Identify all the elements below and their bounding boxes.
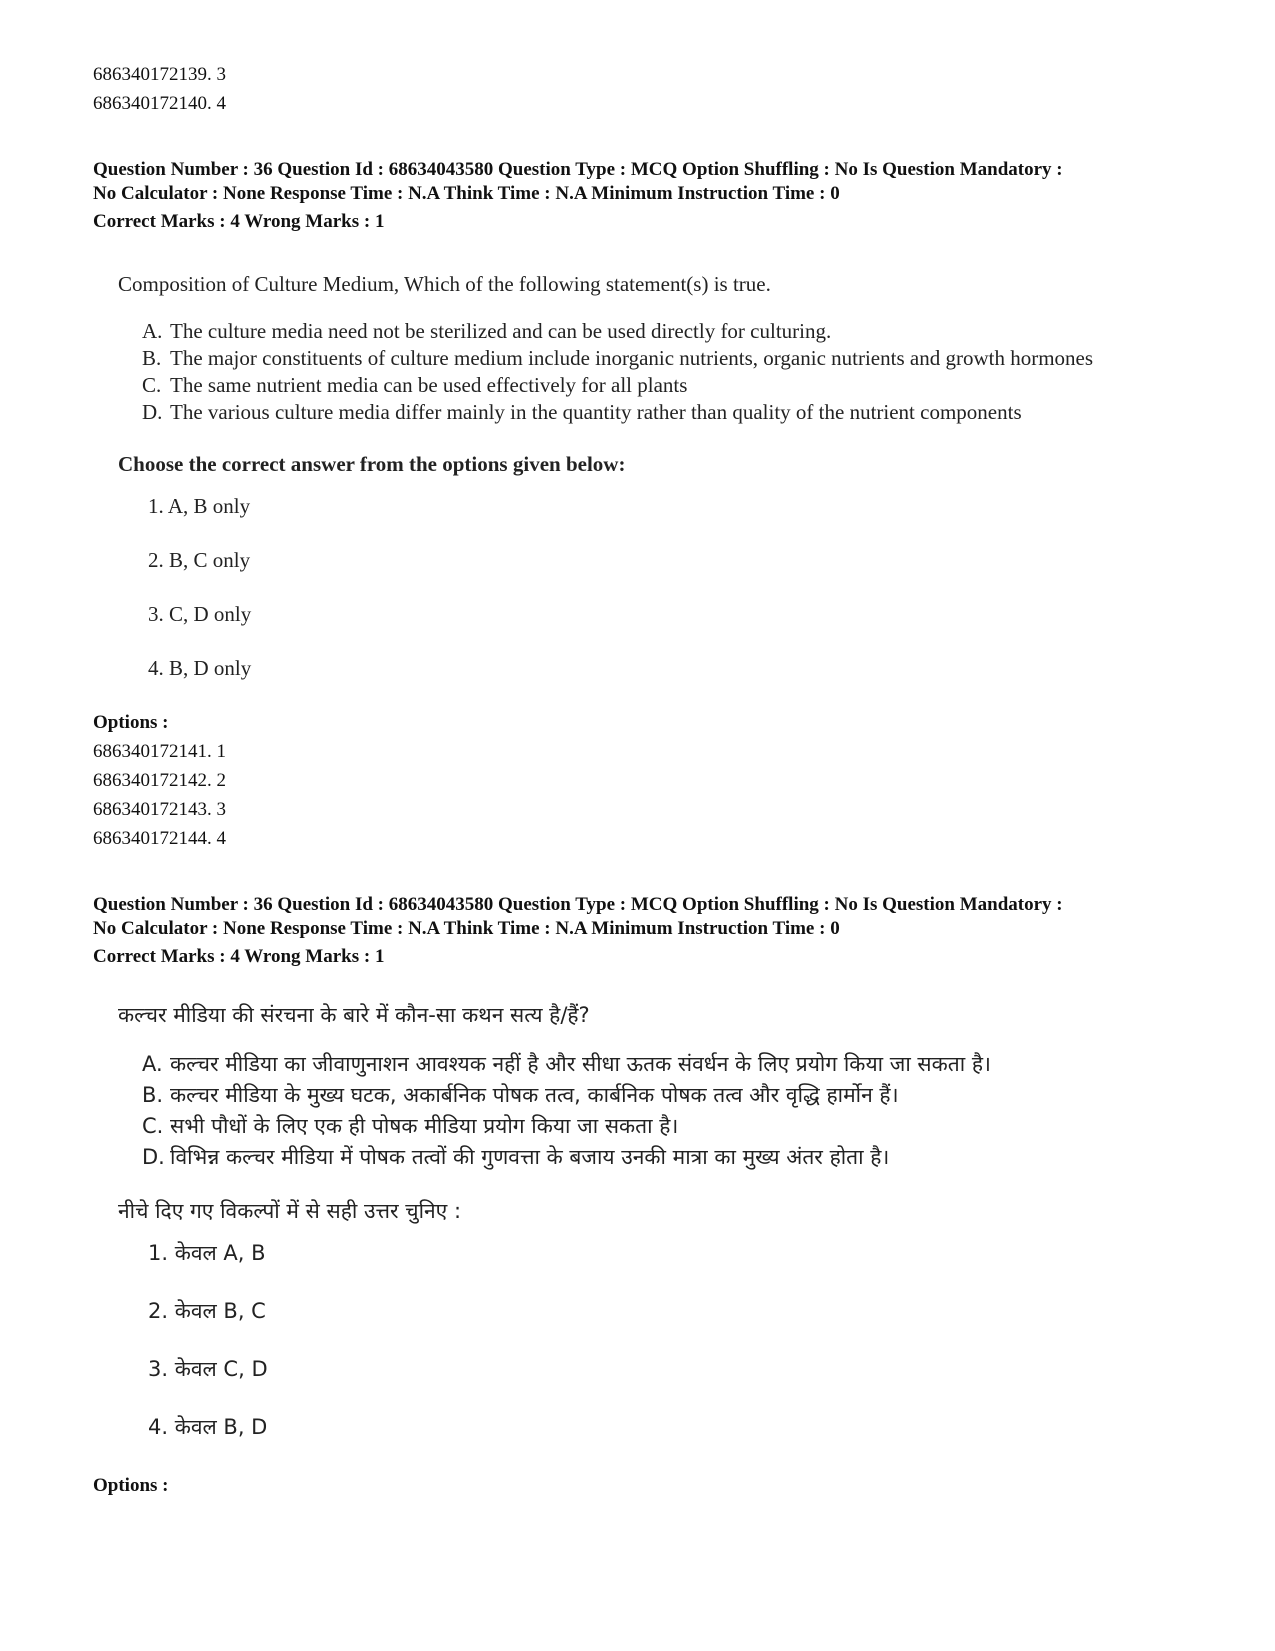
option-id-line: 686340172140. 4 (93, 93, 226, 114)
question-marks: Correct Marks : 4 Wrong Marks : 1 (93, 946, 385, 967)
statement-text: The culture media need not be sterilized and can be used directly for culturing. (170, 319, 832, 343)
answer-choice: 3. केवल C, D (148, 1357, 268, 1381)
statement-text: विभिन्न कल्चर मीडिया में पोषक तत्वों की गुणवत्ता के बजाय उनकी मात्रा का मुख्य अंतर होता है। (170, 1145, 890, 1169)
statement-label: C. (142, 1114, 164, 1138)
statement-label: B. (142, 346, 162, 370)
choose-instruction: नीचे दिए गए विकल्पों में से सही उत्तर चुनिए : (118, 1199, 462, 1223)
statement-item (142, 399, 1213, 426)
statement-list (142, 318, 1213, 426)
statement-item (142, 1111, 1213, 1142)
question-stem: Composition of Culture Medium, Which of the following statement(s) is true. (118, 272, 771, 296)
answer-choice: 3. C, D only (148, 602, 252, 626)
document-page (93, 60, 1213, 1500)
option-id-line: 686340172143. 3 (93, 799, 226, 820)
statement-text: The major constituents of culture medium include inorganic nutrients, organic nutrients and growth hormones (170, 346, 1094, 370)
choose-instruction: Choose the correct answer from the options given below: (118, 452, 626, 476)
question-meta-line: No Calculator : None Response Time : N.A Think Time : N.A Minimum Instruction Time : 0 (93, 918, 840, 939)
statement-text: The same nutrient media can be used effectively for all plants (170, 373, 688, 397)
answer-choice: 1. केवल A, B (148, 1241, 266, 1265)
statement-text: सभी पौधों के लिए एक ही पोषक मीडिया प्रयोग किया जा सकता है। (170, 1114, 679, 1138)
statement-item (142, 318, 1213, 345)
statement-label: A. (142, 319, 163, 343)
answer-choice: 2. B, C only (148, 548, 251, 572)
question-content (118, 1001, 1213, 1441)
answer-choice-list (148, 1239, 1213, 1441)
answer-choice: 4. केवल B, D (148, 1415, 268, 1439)
answer-choice: 2. केवल B, C (148, 1299, 266, 1323)
statement-item (142, 345, 1213, 372)
question-block-english (93, 158, 1213, 853)
statement-list (142, 1049, 1213, 1173)
answer-choice-list (148, 492, 1213, 682)
option-id-line: 686340172139. 3 (93, 64, 226, 85)
statement-label: D. (142, 1145, 165, 1169)
statement-text: कल्चर मीडिया का जीवाणुनाशन आवश्यक नहीं है और सीधा ऊतक संवर्धन के लिए प्रयोग किया जा सकता है। (170, 1052, 991, 1076)
answer-choice: 1. A, B only (148, 494, 251, 518)
question-content (118, 270, 1213, 682)
options-label: Options : (93, 712, 169, 733)
statement-item (142, 1049, 1213, 1080)
statement-item (142, 1142, 1213, 1173)
statement-label: D. (142, 400, 163, 424)
statement-label: C. (142, 373, 162, 397)
options-label: Options : (93, 1475, 169, 1496)
question-stem: कल्चर मीडिया की संरचना के बारे में कौन-सा कथन सत्य है/हैं? (118, 1003, 590, 1027)
question-meta-line: Question Number : 36 Question Id : 68634043580 Question Type : MCQ Option Shuffling : No Is Question Mandatory : (93, 894, 1063, 915)
statement-text: The various culture media differ mainly in the quantity rather than quality of the nutrient components (170, 400, 1022, 424)
option-id-line: 686340172141. 1 (93, 741, 226, 762)
question-block-hindi (93, 893, 1213, 1500)
statement-item (142, 1080, 1213, 1111)
option-id-line: 686340172144. 4 (93, 828, 226, 849)
statement-item (142, 372, 1213, 399)
statement-label: B. (142, 1083, 164, 1107)
question-meta-line: No Calculator : None Response Time : N.A Think Time : N.A Minimum Instruction Time : 0 (93, 183, 840, 204)
question-meta-line: Question Number : 36 Question Id : 68634043580 Question Type : MCQ Option Shuffling : No Is Question Mandatory : (93, 159, 1063, 180)
question-marks: Correct Marks : 4 Wrong Marks : 1 (93, 211, 385, 232)
statement-label: A. (142, 1052, 163, 1076)
option-id-line: 686340172142. 2 (93, 770, 226, 791)
statement-text: कल्चर मीडिया के मुख्य घटक, अकार्बनिक पोषक तत्व, कार्बनिक पोषक तत्व और वृद्धि हार्मोन हैं। (170, 1083, 899, 1107)
answer-choice: 4. B, D only (148, 656, 252, 680)
